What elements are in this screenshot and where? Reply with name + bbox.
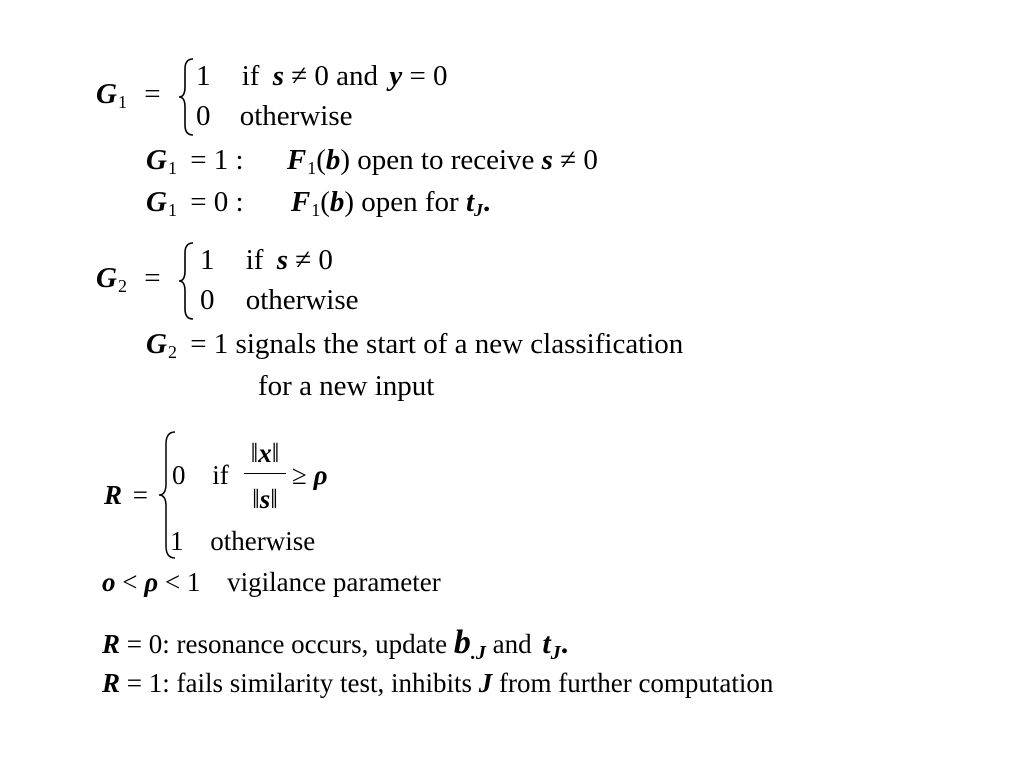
r-fraction-numerator (244, 438, 286, 469)
g2-case-1-value: 1 (200, 244, 215, 276)
g1-line-2-t: t (465, 186, 475, 218)
g1-line-1-f: F (286, 144, 307, 176)
r-den-norm-right: ‖ (270, 484, 278, 514)
r-num-norm-left: ‖ (250, 438, 259, 468)
g1-line-2 (146, 186, 491, 221)
resonance-b: b (453, 624, 471, 661)
g1-case-2-value: 0 (196, 100, 211, 132)
fails-value: 1 (148, 668, 163, 698)
r-case-2 (170, 528, 315, 555)
r-case-1-value: 0 (172, 460, 186, 490)
g1-line-2-text: open for (354, 186, 466, 218)
g2-lhs-subscript: 2 (117, 276, 127, 297)
r-lhs-symbol: R (104, 480, 123, 510)
g1-case-1-eq0: = 0 (409, 60, 448, 92)
g1-line-1-sub: 1 (167, 158, 177, 179)
resonance-eq: = (120, 629, 149, 659)
g2-case-1-s: s (276, 244, 289, 276)
r-case-1-if: if (212, 460, 229, 490)
r-geq: ≥ (292, 460, 307, 490)
g1-line-1-symbol: G (146, 144, 167, 176)
g1-line-1-b: b (325, 144, 341, 176)
g1-line-1-text: open to receive (350, 144, 542, 176)
g1-case-1-s: s (272, 60, 285, 92)
g1-case-1-if: if (241, 60, 260, 92)
g1-equals: = (144, 78, 161, 110)
g2-case-2-text: otherwise (245, 284, 359, 316)
g2-line-2: for a new input (258, 370, 435, 402)
g2-case-2-value: 0 (200, 284, 215, 316)
g2-line-1 (146, 328, 684, 363)
g2-line-1-text: = 1 signals the start of a new classification (190, 328, 684, 360)
resonance-tsub: J (550, 642, 561, 664)
vigilance-o: o (102, 567, 116, 597)
fails-eq: = (120, 668, 149, 698)
vigilance-ineq-2: < 1 (158, 567, 201, 597)
g1-line-1 (146, 144, 598, 179)
resonance-text: : resonance occurs, update (162, 629, 454, 659)
g1-line-1-paren-close: ) (340, 144, 351, 176)
r-num-norm-right: ‖ (271, 438, 280, 468)
g2-lhs (96, 262, 161, 297)
g1-line-2-fsub: 1 (311, 200, 321, 221)
g1-lhs-symbol: G (96, 78, 117, 110)
vigilance-line (102, 569, 441, 596)
r-rho: ρ (313, 460, 328, 490)
fails-text-2: from further computation (492, 668, 774, 698)
g2-case-1 (200, 246, 333, 275)
g1-line-1-paren-open: ( (316, 144, 326, 176)
g1-lhs (96, 78, 161, 113)
g1-line-1-fsub: 1 (307, 158, 317, 179)
g1-case-1-value: 1 (196, 60, 211, 92)
g1-line-2-tsub: J (474, 200, 484, 221)
resonance-value: 0 (148, 629, 163, 659)
r-num-x: x (258, 438, 272, 468)
r-den-s: s (259, 484, 271, 514)
resonance-bsub: .J (470, 642, 486, 664)
r-case-2-value: 1 (170, 526, 184, 556)
g1-line-2-paren-open: ( (320, 186, 330, 218)
g1-case-1 (196, 62, 448, 91)
g1-line-2-paren-close: ) (344, 186, 355, 218)
g2-case-1-if: if (245, 244, 264, 276)
resonance-r: R (102, 629, 121, 659)
g2-equals: = (144, 262, 161, 294)
g1-line-2-b: b (329, 186, 345, 218)
r-case-2-text: otherwise (210, 526, 316, 556)
g1-line-2-tail: . (483, 186, 491, 218)
g2-case-2 (200, 286, 359, 315)
resonance-and: and (485, 629, 539, 659)
g1-line-2-symbol: G (146, 186, 167, 218)
g1-line-1-s: s (541, 144, 553, 176)
g2-case-1-neq: ≠ 0 (295, 244, 333, 276)
r-compare (292, 462, 328, 489)
g1-line-2-sub: 1 (167, 200, 177, 221)
resonance-tail: . (560, 627, 569, 660)
vigilance-ineq-1: < (115, 567, 145, 597)
fails-r: R (102, 668, 121, 698)
g1-case-1-neq: ≠ 0 and (291, 60, 379, 92)
g2-lhs-symbol: G (96, 262, 117, 294)
g1-line-2-cond: = 0 : (190, 186, 244, 218)
resonance-t: t (542, 627, 551, 660)
g1-case-2 (196, 102, 353, 131)
g1-line-1-tail: ≠ 0 (552, 144, 598, 176)
fails-text-1: : fails similarity test, inhibits (162, 668, 479, 698)
g2-brace (177, 241, 197, 321)
g1-brace (177, 57, 197, 137)
g2-line-1-sub: 2 (167, 342, 177, 363)
resonance-line (102, 624, 569, 664)
r-lhs (104, 482, 148, 509)
vigilance-rho: ρ (144, 567, 159, 597)
g1-lhs-subscript: 1 (117, 92, 127, 113)
fails-line (102, 670, 773, 697)
vigilance-text: vigilance parameter (227, 567, 441, 597)
r-fraction-bar (244, 473, 286, 474)
r-equals: = (132, 480, 148, 510)
g1-line-1-cond: = 1 : (190, 144, 244, 176)
r-fraction-denominator (244, 484, 286, 515)
r-den-norm-left: ‖ (252, 484, 260, 514)
r-case-1 (172, 462, 229, 489)
g1-line-2-f: F (290, 186, 311, 218)
g1-case-1-y: y (389, 60, 403, 92)
fails-j: J (478, 668, 493, 698)
g2-line-1-symbol: G (146, 328, 167, 360)
g1-case-2-text: otherwise (239, 100, 353, 132)
